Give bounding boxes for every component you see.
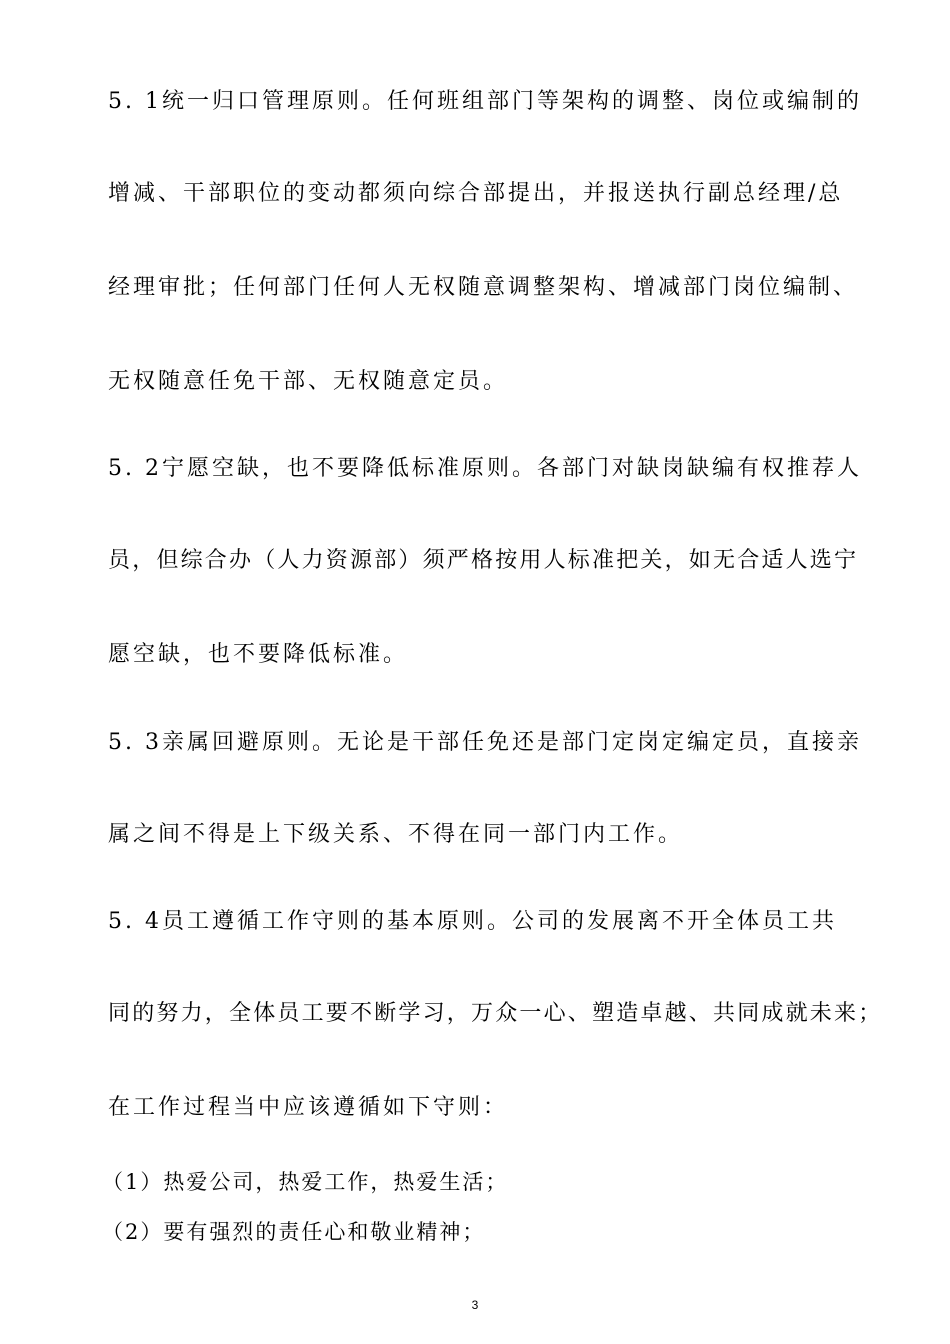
paragraph-5-4-line-1: 5. 4员工遵循工作守则的基本原则。公司的发展离不开全体员工共 — [108, 909, 837, 934]
paragraph-5-3-line-2: 属之间不得是上下级关系、不得在同一部门内工作。 — [108, 822, 684, 847]
paragraph-5-1-line-4: 无权随意任免干部、无权随意定员。 — [108, 369, 509, 394]
paragraph-5-1-line-3: 经理审批；任何部门任何人无权随意调整架构、增减部门岗位编制、 — [108, 275, 859, 300]
paragraph-5-2-line-1: 5. 2宁愿空缺，也不要降低标准原则。各部门对缺岗缺编有权推荐人 — [108, 456, 862, 481]
list-item-1: （1）热爱公司，热爱工作，热爱生活； — [102, 1170, 509, 1194]
paragraph-5-4-line-2: 同的努力，全体员工要不断学习，万众一心、塑造卓越、共同成就未来； — [108, 1001, 883, 1026]
paragraph-5-4-line-3: 在工作过程当中应该遵循如下守则： — [108, 1095, 509, 1120]
paragraph-5-3-line-1: 5. 3亲属回避原则。无论是干部任免还是部门定岗定编定员，直接亲 — [108, 730, 862, 755]
paragraph-5-2-line-3: 愿空缺，也不要降低标准。 — [108, 642, 409, 667]
list-item-2: （2）要有强烈的责任心和敬业精神； — [102, 1220, 486, 1244]
page-number: 3 — [471, 1298, 479, 1312]
paragraph-5-1-line-2: 增减、干部职位的变动都须向综合部提出，并报送执行副总经理/总 — [108, 181, 844, 206]
paragraph-5-2-line-2: 员，但综合办（人力资源部）须严格按用人标准把关，如无合适人选宁 — [108, 548, 859, 573]
paragraph-5-1-line-1: 5. 1统一归口管理原则。任何班组部门等架构的调整、岗位或编制的 — [108, 89, 862, 114]
